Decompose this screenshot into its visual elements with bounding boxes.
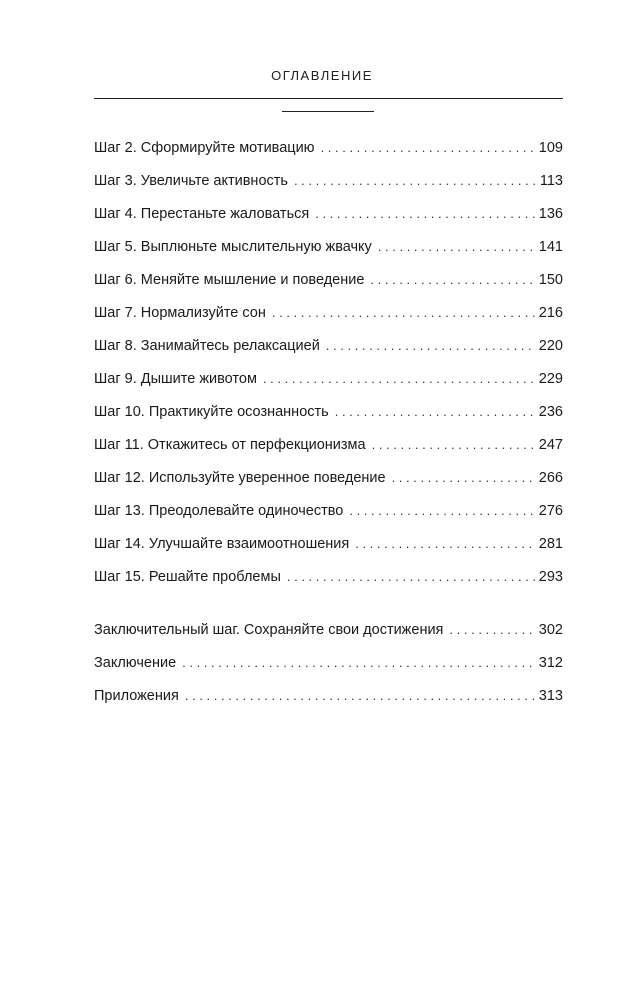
header-short-rule [282,111,374,112]
toc-entry[interactable] [94,501,563,534]
toc-entry-title: Заключительный шаг. Сохраняйте свои достижения [94,622,444,638]
toc-entry-page: 220 [538,338,563,354]
toc-entry[interactable] [94,435,563,468]
dot-leader [372,435,535,455]
toc-entry[interactable] [94,303,563,336]
dot-leader [370,270,534,290]
dot-leader [355,534,535,554]
dot-leader [182,653,535,673]
toc-entry-page: 302 [538,622,563,638]
toc-entry-title: Шаг 8. Занимайтесь релаксацией [94,338,320,354]
toc-entry-page: 236 [538,404,563,420]
dot-leader [449,620,534,640]
toc-entry-page: 313 [538,688,563,704]
toc-entry-title: Шаг 4. Перестаньте жаловаться [94,206,310,222]
toc-entry-page: 216 [538,305,563,321]
toc-entry-page: 141 [538,239,563,255]
dot-leader [263,369,535,389]
header-rule [94,98,563,99]
toc-entry-page: 109 [538,140,563,156]
dot-leader [315,204,535,224]
toc-entry[interactable] [94,336,563,369]
toc-entry[interactable] [94,204,563,237]
toc-entry[interactable] [94,237,563,270]
toc-entry[interactable] [94,402,563,435]
toc-entry-title: Шаг 3. Увеличьте активность [94,173,288,189]
toc-entry-title: Шаг 5. Выплюньте мыслительную жвачку [94,239,372,255]
toc-entry-title: Шаг 6. Меняйте мышление и поведение [94,272,365,288]
toc-entry[interactable] [94,468,563,501]
toc-entry-page: 276 [538,503,563,519]
dot-leader [321,138,535,158]
toc-entry-page: 312 [538,655,563,671]
toc-entry-page: 281 [538,536,563,552]
dot-leader [392,468,535,488]
dot-leader [326,336,535,356]
toc-entry[interactable] [94,620,563,653]
toc-entry-title: Шаг 14. Улучшайте взаимоотношения [94,536,350,552]
toc-entry[interactable] [94,567,563,600]
toc-entry-title: Шаг 10. Практикуйте осознанность [94,404,329,420]
toc-entry[interactable] [94,686,563,719]
toc-entry-title: Шаг 15. Решайте проблемы [94,569,281,585]
toc-entry-page: 229 [538,371,563,387]
toc-entry[interactable] [94,653,563,686]
toc-entry[interactable] [94,270,563,303]
toc-entry[interactable] [94,369,563,402]
toc-entry[interactable] [94,534,563,567]
toc-entry-page: 136 [538,206,563,222]
toc-entry-page: 247 [538,437,563,453]
toc-entry-title: Шаг 12. Используйте уверенное поведение [94,470,386,486]
toc-entry-title: Приложения [94,688,179,704]
toc-entry-title: Шаг 9. Дышите животом [94,371,257,387]
dot-leader [287,567,535,587]
dot-leader [335,402,535,422]
dot-leader [185,686,535,706]
toc-entry-title: Шаг 7. Нормализуйте сон [94,305,266,321]
toc-entry[interactable] [94,171,563,204]
toc-entry-page: 113 [539,173,563,189]
toc-entry-title: Шаг 11. Откажитесь от перфекционизма [94,437,366,453]
running-head: ОГЛАВЛЕНИЕ [271,68,373,83]
toc-entry-page: 150 [538,272,563,288]
dot-leader [272,303,535,323]
toc-extra-list [94,620,563,719]
toc-entry-page: 293 [538,569,563,585]
toc-entry[interactable] [94,138,563,171]
toc-main-list [94,138,563,600]
toc-entry-title: Заключение [94,655,177,671]
toc-entry-title: Шаг 13. Преодолевайте одиночество [94,503,344,519]
toc-entry-page: 266 [538,470,563,486]
dot-leader [294,171,536,191]
toc-entry-title: Шаг 2. Сформируйте мотивацию [94,140,315,156]
dot-leader [349,501,534,521]
dot-leader [378,237,535,257]
